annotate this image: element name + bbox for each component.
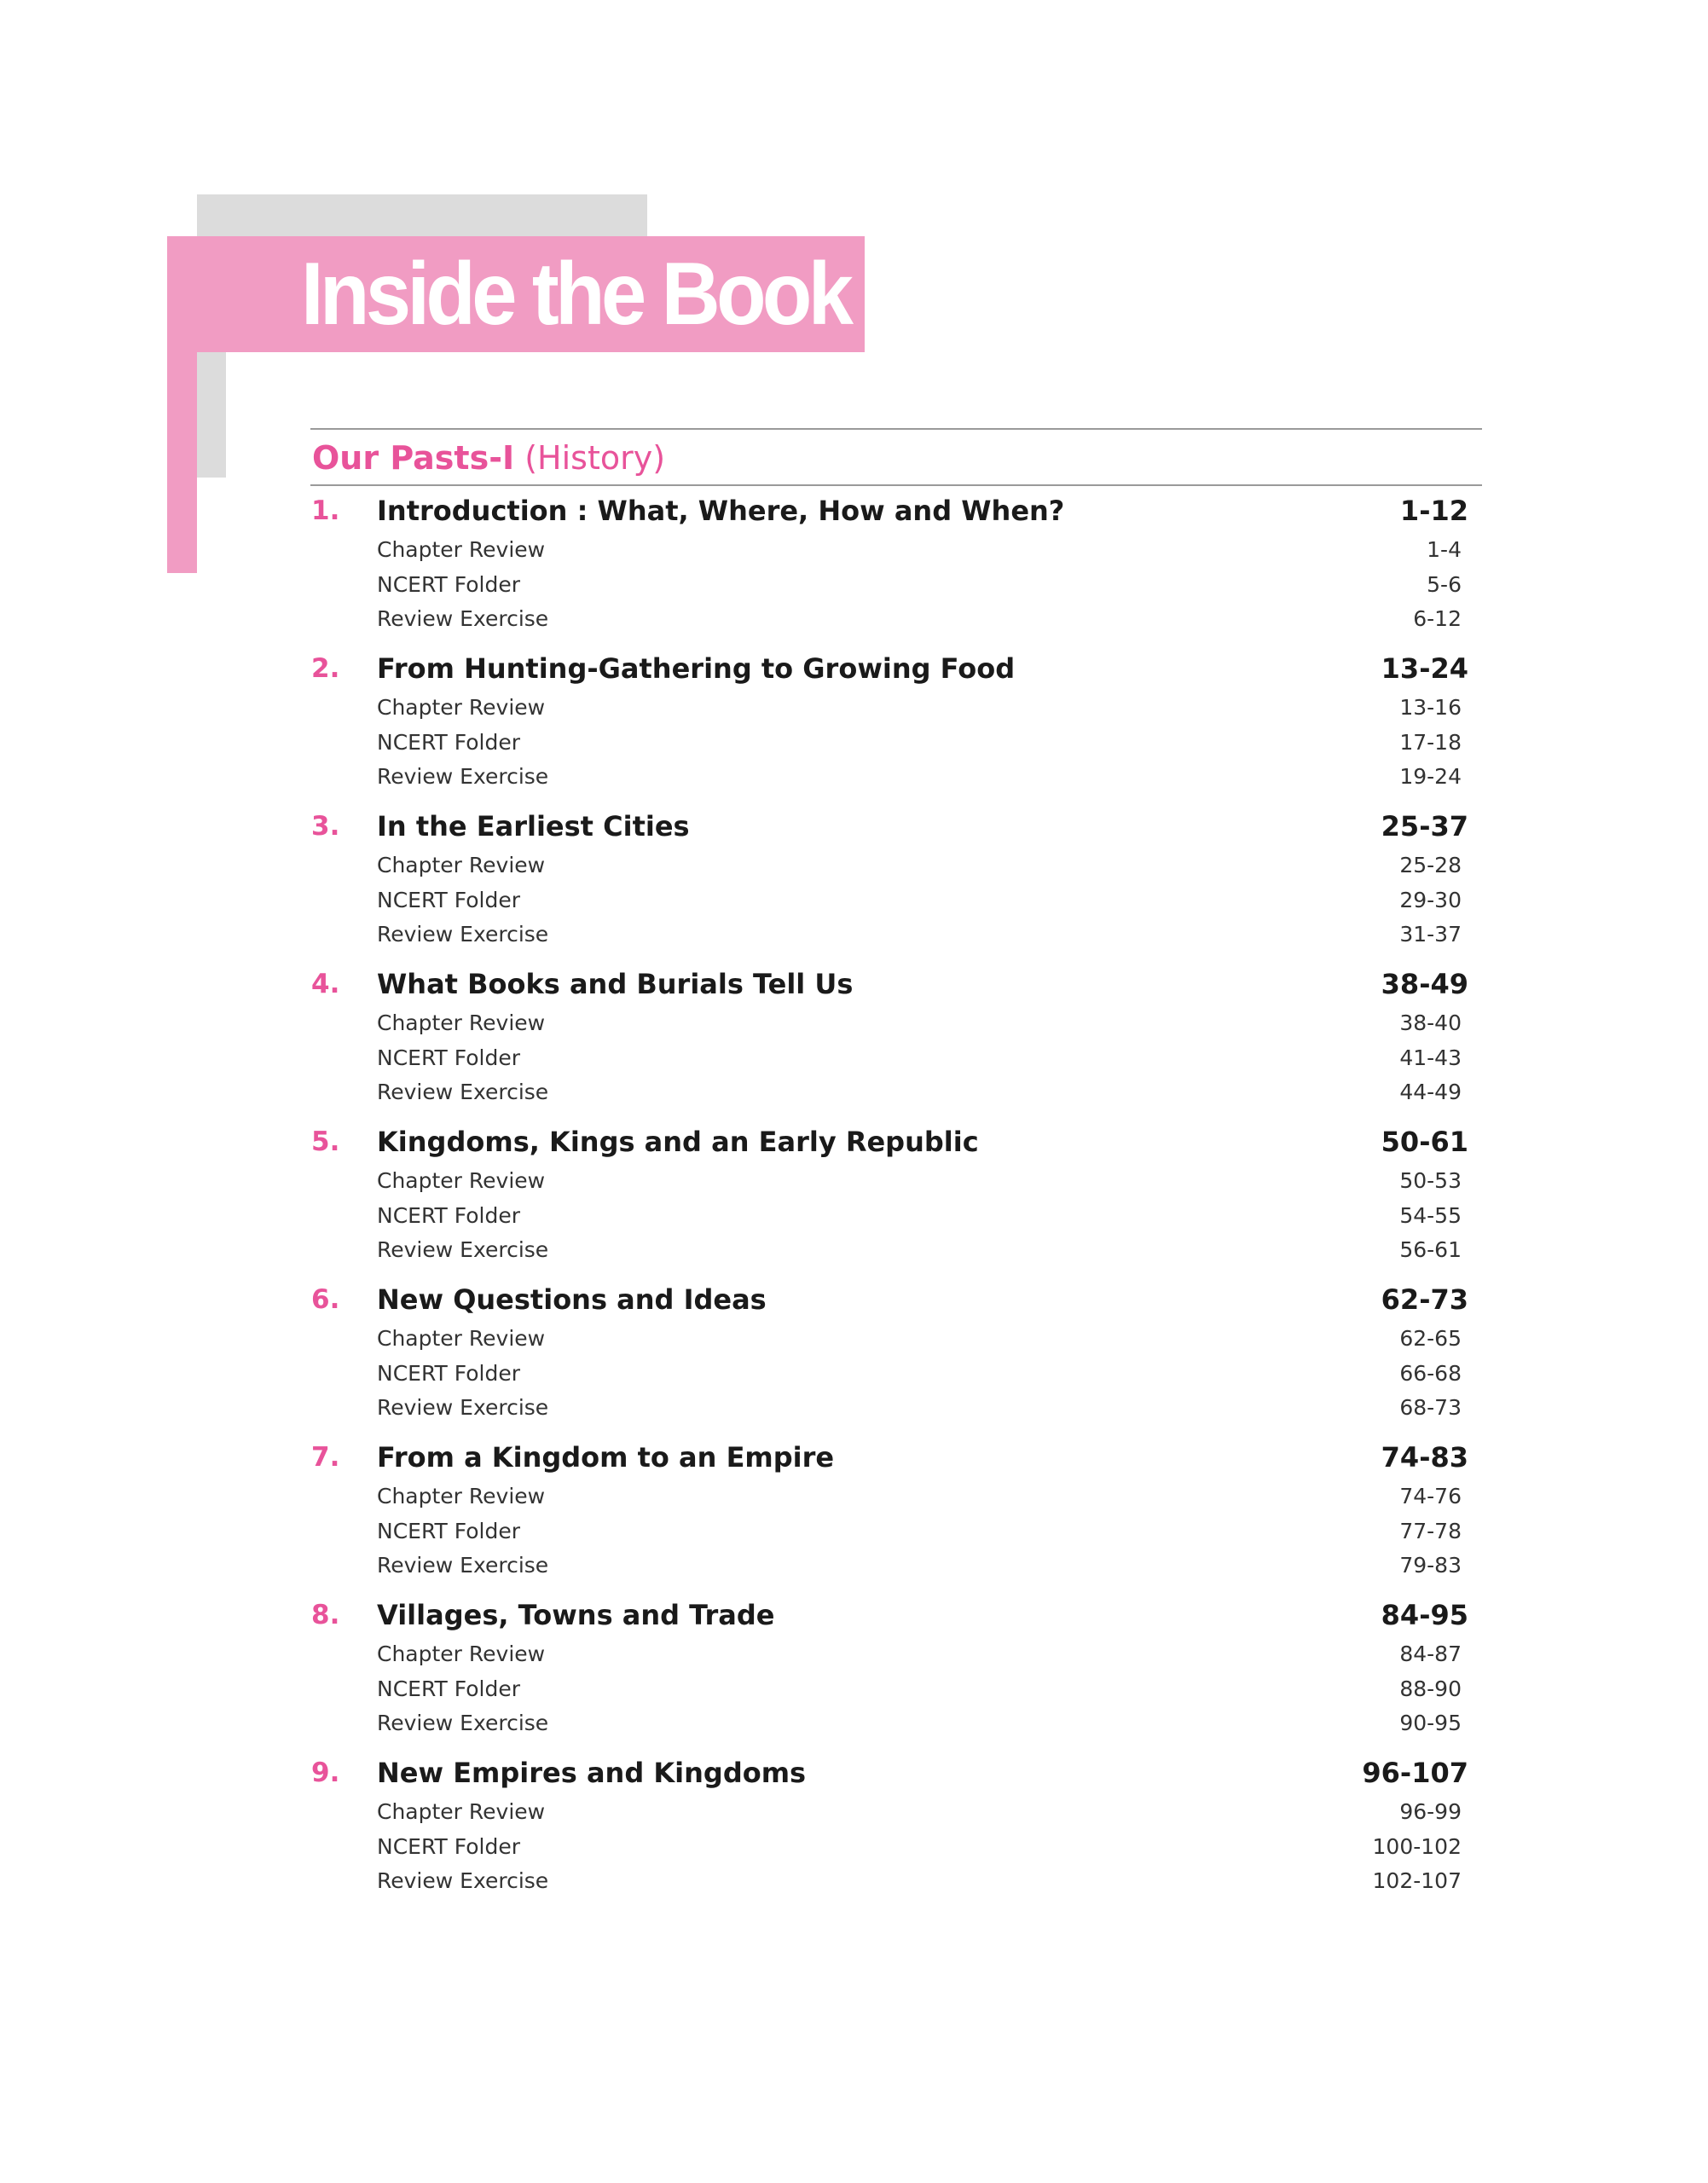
chapter-entry [0,1593,1708,1751]
toc-subitem[interactable] [0,1672,1708,1707]
chapter-entry [0,1120,1708,1277]
title-banner [167,236,865,352]
chapter-row[interactable] [0,1277,1708,1322]
chapter-row[interactable] [0,1120,1708,1164]
toc-subitem[interactable] [0,1006,1708,1041]
chapter-number: 2. [311,653,340,684]
subitem-label: Chapter Review [377,695,546,720]
subitem-label: Chapter Review [377,1168,546,1193]
toc-subitem[interactable] [0,1233,1708,1268]
chapter-entry [0,646,1708,804]
subitem-pages: 50-53 [1399,1168,1462,1193]
chapter-entry [0,962,1708,1120]
subitem-pages: 29-30 [1399,887,1462,912]
subitem-pages: 54-55 [1399,1202,1462,1228]
table-of-contents [0,489,1708,1908]
chapter-number: 4. [311,969,340,999]
subitem-pages: 90-95 [1399,1711,1462,1735]
decorative-gray-block-left [197,351,226,478]
subitem-label: Review Exercise [377,1237,549,1262]
subitem-pages: 44-49 [1399,1080,1462,1104]
toc-subitem[interactable] [0,848,1708,883]
subitem-pages: 84-87 [1399,1642,1462,1666]
chapter-pages: 84-95 [1381,1599,1468,1631]
subitem-pages: 102-107 [1372,1868,1462,1893]
chapter-title: New Empires and Kingdoms [377,1757,807,1789]
subitem-pages: 31-37 [1399,922,1462,947]
chapter-row[interactable] [0,489,1708,533]
subitem-pages: 1-4 [1427,537,1462,562]
subitem-label: NCERT Folder [377,1045,520,1070]
subitem-label: Review Exercise [377,922,549,947]
chapter-pages: 50-61 [1381,1126,1468,1158]
chapter-entry [0,1751,1708,1908]
toc-subitem[interactable] [0,1479,1708,1514]
subitem-label: NCERT Folder [377,729,520,755]
subitem-label: Review Exercise [377,1080,549,1104]
chapter-number: 3. [311,811,340,842]
decorative-gray-block-top [197,194,647,237]
subitem-pages: 74-76 [1399,1484,1462,1508]
chapter-pages: 96-107 [1362,1757,1468,1789]
chapter-title: From a Kingdom to an Empire [377,1441,835,1474]
subitem-pages: 68-73 [1399,1395,1462,1420]
subitem-label: Review Exercise [377,1553,549,1578]
chapter-row[interactable] [0,1593,1708,1637]
subitem-pages: 13-16 [1399,695,1462,720]
toc-subitem[interactable] [0,1514,1708,1549]
chapter-title: Kingdoms, Kings and an Early Republic [377,1126,979,1158]
subitem-label: NCERT Folder [377,887,520,912]
toc-subitem[interactable] [0,1199,1708,1234]
chapter-row[interactable] [0,804,1708,848]
chapter-title: In the Earliest Cities [377,810,690,843]
subitem-pages: 66-68 [1399,1360,1462,1386]
subitem-pages: 96-99 [1399,1799,1462,1824]
page-title: Inside the Book [301,245,850,344]
subitem-pages: 100-102 [1372,1833,1462,1859]
subitem-pages: 25-28 [1399,853,1462,877]
subitem-pages: 56-61 [1399,1237,1462,1262]
toc-subitem[interactable] [0,1041,1708,1076]
subitem-pages: 79-83 [1399,1553,1462,1578]
toc-subitem[interactable] [0,533,1708,568]
subitem-label: NCERT Folder [377,1676,520,1701]
toc-subitem[interactable] [0,691,1708,726]
toc-subitem[interactable] [0,1795,1708,1830]
chapter-number: 5. [311,1126,340,1157]
toc-subitem[interactable] [0,1391,1708,1426]
subitem-label: Chapter Review [377,1010,546,1035]
toc-subitem[interactable] [0,1637,1708,1672]
subitem-label: NCERT Folder [377,1360,520,1386]
chapter-number: 9. [311,1757,340,1788]
section-rule-bottom [310,484,1482,486]
subitem-pages: 38-40 [1399,1010,1462,1035]
chapter-title: Villages, Towns and Trade [377,1599,775,1631]
section-heading [312,433,665,483]
subitem-pages: 62-65 [1399,1326,1462,1351]
subitem-pages: 77-78 [1399,1518,1462,1543]
toc-subitem[interactable] [0,1075,1708,1110]
section-rule-top [310,428,1482,430]
toc-subitem[interactable] [0,602,1708,637]
chapter-pages: 38-49 [1381,968,1468,1000]
chapter-title: Introduction : What, Where, How and When? [377,495,1065,527]
chapter-number: 8. [311,1600,340,1630]
chapter-pages: 74-83 [1381,1441,1468,1474]
subitem-label: Review Exercise [377,1395,549,1420]
toc-subitem[interactable] [0,1164,1708,1199]
chapter-number: 6. [311,1284,340,1315]
subitem-pages: 17-18 [1399,729,1462,755]
chapter-pages: 1-12 [1399,495,1468,527]
chapter-number: 1. [311,495,340,526]
section-subtitle: (History) [524,439,666,477]
subitem-pages: 6-12 [1413,606,1462,631]
subitem-label: Review Exercise [377,1711,549,1735]
chapter-title: New Questions and Ideas [377,1283,767,1316]
subitem-label: Review Exercise [377,606,549,631]
toc-subitem[interactable] [0,726,1708,761]
toc-subitem[interactable] [0,1864,1708,1899]
chapter-entry [0,804,1708,962]
toc-subitem[interactable] [0,1706,1708,1741]
chapter-entry [0,1435,1708,1593]
subitem-label: Review Exercise [377,764,549,789]
chapter-row[interactable] [0,646,1708,691]
chapter-pages: 62-73 [1381,1283,1468,1316]
subitem-label: Chapter Review [377,853,546,877]
chapter-row[interactable] [0,1751,1708,1795]
subitem-label: Chapter Review [377,537,546,562]
toc-subitem[interactable] [0,918,1708,953]
chapter-number: 7. [311,1442,340,1473]
toc-subitem[interactable] [0,1549,1708,1584]
subitem-label: Chapter Review [377,1484,546,1508]
chapter-row[interactable] [0,962,1708,1006]
subitem-label: Chapter Review [377,1642,546,1666]
subitem-label: NCERT Folder [377,1518,520,1543]
subitem-label: NCERT Folder [377,571,520,597]
chapter-pages: 25-37 [1381,810,1468,843]
subitem-label: NCERT Folder [377,1202,520,1228]
toc-subitem[interactable] [0,1357,1708,1392]
chapter-row[interactable] [0,1435,1708,1479]
toc-subitem[interactable] [0,1830,1708,1865]
subitem-label: Chapter Review [377,1799,546,1824]
subitem-pages: 88-90 [1399,1676,1462,1701]
subitem-label: Review Exercise [377,1868,549,1893]
chapter-entry [0,489,1708,646]
subitem-label: NCERT Folder [377,1833,520,1859]
toc-subitem[interactable] [0,760,1708,795]
section-name: Our Pasts-I [312,439,515,477]
subitem-pages: 5-6 [1427,571,1462,597]
subitem-pages: 19-24 [1399,764,1462,789]
toc-subitem[interactable] [0,883,1708,918]
subitem-label: Chapter Review [377,1326,546,1351]
chapter-pages: 13-24 [1381,652,1468,685]
chapter-entry [0,1277,1708,1435]
toc-subitem[interactable] [0,568,1708,603]
subitem-pages: 41-43 [1399,1045,1462,1070]
chapter-title: What Books and Burials Tell Us [377,968,854,1000]
chapter-title: From Hunting-Gathering to Growing Food [377,652,1016,685]
toc-subitem[interactable] [0,1322,1708,1357]
